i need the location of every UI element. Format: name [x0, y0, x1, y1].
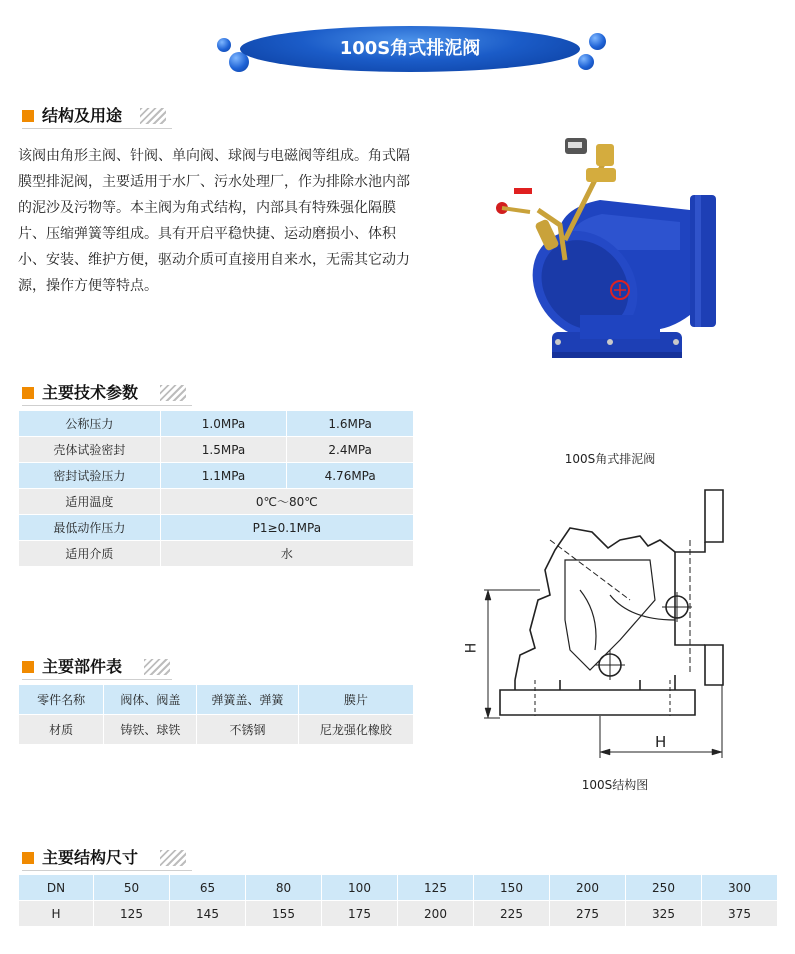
- table-cell: 密封试验压力: [19, 463, 160, 488]
- drawing-caption: 100S结构图: [581, 778, 649, 792]
- table-header-cell: 弹簧盖、弹簧: [197, 685, 297, 714]
- section-marker-icon: [22, 387, 34, 399]
- stripes-decoration: [160, 850, 186, 866]
- table-cell: 适用介质: [19, 541, 160, 566]
- photo-caption: 100S角式排泥阀: [564, 452, 656, 466]
- section-title: 结构及用途: [42, 106, 123, 125]
- table-cell: 375: [702, 901, 777, 926]
- description-text: 该阀由角形主阀、针阀、单向阀、球阀与电磁阀等组成。角式隔膜型排泥阀，主要适用于水厂、污水处理厂，作为排除水池内部的泥沙及污物等。本主阀为角式结构，内部具有特殊强化隔膜片、压缩弹簧等组成。具有开启平稳快捷、运动磨损小、体积小、安装、维护方便，驱动介质可直接用自来水，无需其它动力源，操作方便等特点。: [18, 148, 410, 294]
- parts-table: [18, 684, 414, 745]
- header-banner: [240, 26, 580, 72]
- table-cell: 水: [161, 541, 413, 566]
- dimensions-table: [18, 874, 778, 927]
- section-title: 主要结构尺寸: [42, 848, 139, 867]
- table-row: [19, 541, 413, 566]
- table-cell: 145: [170, 901, 245, 926]
- section-header-specs: [22, 381, 422, 407]
- table-cell: 0℃～80℃: [161, 489, 413, 514]
- table-cell: 300: [702, 875, 777, 900]
- table-cell: 80: [246, 875, 321, 900]
- table-cell: 尼龙强化橡胶: [299, 715, 413, 744]
- table-header-cell: DN: [19, 875, 93, 900]
- table-header-cell: H: [19, 901, 93, 926]
- table-cell: 250: [626, 875, 701, 900]
- table-cell: 铸铁、球铁: [104, 715, 196, 744]
- table-header-cell: 零件名称: [19, 685, 103, 714]
- section-header-dimensions: [22, 846, 422, 872]
- table-cell: 1.5MPa: [161, 437, 287, 462]
- table-cell: 4.76MPa: [287, 463, 413, 488]
- table-row: [19, 875, 777, 900]
- table-row: [19, 437, 413, 462]
- table-row: [19, 715, 413, 744]
- table-header-cell: 阀体、阀盖: [104, 685, 196, 714]
- table-cell: 1.1MPa: [161, 463, 287, 488]
- table-cell: 275: [550, 901, 625, 926]
- table-cell: 125: [94, 901, 169, 926]
- table-cell: 公称压力: [19, 411, 160, 436]
- table-cell: 最低动作压力: [19, 515, 160, 540]
- table-cell: 65: [170, 875, 245, 900]
- section-title: 主要部件表: [42, 657, 123, 676]
- section-marker-icon: [22, 110, 34, 122]
- stripes-decoration: [144, 659, 170, 675]
- section-marker-icon: [22, 661, 34, 673]
- section-rule: [22, 679, 172, 680]
- table-cell: 50: [94, 875, 169, 900]
- table-cell: 175: [322, 901, 397, 926]
- section-title: 主要技术参数: [42, 383, 139, 402]
- table-cell: 200: [398, 901, 473, 926]
- table-cell: 225: [474, 901, 549, 926]
- section-header-parts: [22, 655, 422, 681]
- stripes-decoration: [140, 108, 166, 124]
- table-cell: 155: [246, 901, 321, 926]
- table-row: [19, 489, 413, 514]
- decor-dot: [217, 38, 231, 52]
- dimension-label-horizontal: H: [655, 733, 667, 751]
- section-rule: [22, 870, 192, 871]
- stripes-decoration: [160, 385, 186, 401]
- valve-photo: [490, 130, 730, 380]
- table-cell: 1.6MPa: [287, 411, 413, 436]
- table-cell: P1≥0.1MPa: [161, 515, 413, 540]
- table-row: [19, 901, 777, 926]
- section-header-structure: [22, 104, 422, 130]
- section-marker-icon: [22, 852, 34, 864]
- dimension-label-vertical: H: [463, 642, 480, 654]
- table-cell: 2.4MPa: [287, 437, 413, 462]
- table-cell: 100: [322, 875, 397, 900]
- table-cell: 125: [398, 875, 473, 900]
- section-rule: [22, 405, 192, 406]
- table-cell: 1.0MPa: [161, 411, 287, 436]
- table-header-cell: 膜片: [299, 685, 413, 714]
- page-title: 100S角式排泥阀: [339, 38, 481, 59]
- decor-dot: [578, 54, 594, 70]
- table-cell: 壳体试验密封: [19, 437, 160, 462]
- structure-drawing: [460, 480, 760, 770]
- table-cell: 325: [626, 901, 701, 926]
- decor-dot: [589, 33, 606, 50]
- table-row: [19, 515, 413, 540]
- table-cell: 材质: [19, 715, 103, 744]
- table-row: [19, 685, 413, 714]
- table-cell: 不锈钢: [197, 715, 297, 744]
- table-cell: 适用温度: [19, 489, 160, 514]
- table-row: [19, 463, 413, 488]
- table-cell: 200: [550, 875, 625, 900]
- section-rule: [22, 128, 172, 129]
- table-row: [19, 411, 413, 436]
- table-cell: 150: [474, 875, 549, 900]
- spec-table: [18, 410, 414, 567]
